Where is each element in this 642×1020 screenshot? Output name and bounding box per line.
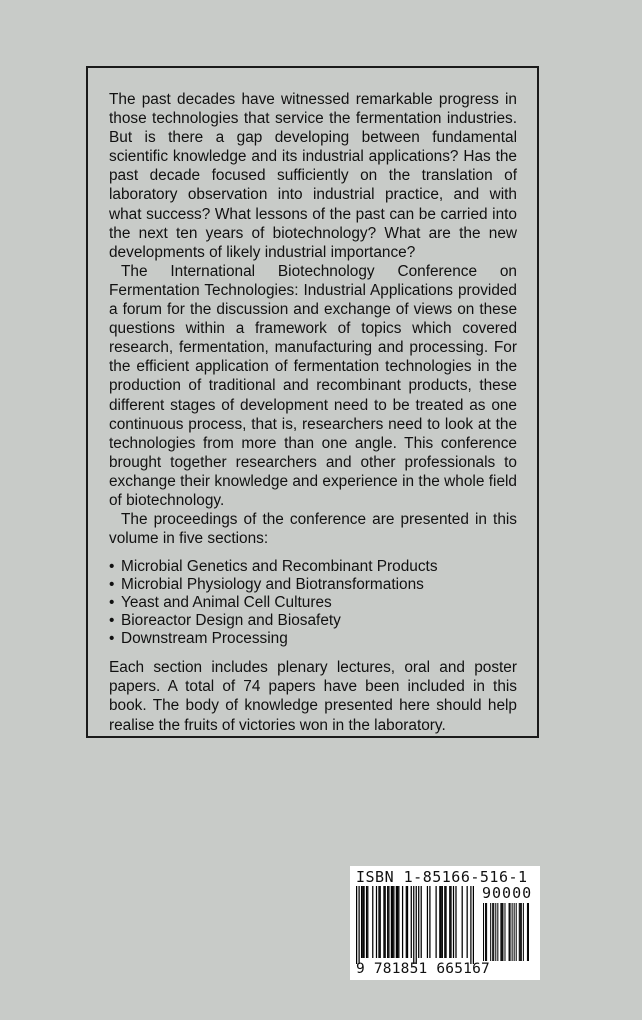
barcode-bar: [393, 886, 394, 958]
barcode-bar: [413, 886, 414, 964]
section-item: • Microbial Physiology and Biotransformations: [109, 576, 517, 594]
addon-bar: [514, 903, 515, 961]
barcode-bar: [356, 886, 357, 964]
barcode-bar: [406, 886, 407, 958]
barcode-bar: [455, 886, 456, 958]
barcode-bar: [358, 886, 359, 964]
ean-barcode-bars: [356, 886, 474, 964]
addon-bar: [504, 903, 505, 961]
addon-bar: [501, 903, 502, 961]
barcode-bar: [421, 886, 422, 958]
addon-bar: [485, 903, 486, 961]
barcode-bar: [391, 886, 392, 958]
blurb-paragraph-2: The International Biotechnology Conference on Fermentation Technologies: Industrial Applications provided a forum for the discussion and exchange of views on these questions within a framework of topics which covered research, fermentation, manufacturing and processing. For the efficient application of fermentation technologies in the production of traditional and recombinant products, these different stages of development need to be treated as one continuous process, that is, researchers need to look at the technologies from more than one angle. This conference brought together researchers and other professionals to exchange their knowledge and experience in the whole field of biotechnology.: [109, 262, 517, 509]
addon-bar: [493, 903, 494, 961]
barcode-bar: [362, 886, 363, 958]
addon-bar: [512, 903, 513, 961]
blurb-paragraph-3: The proceedings of the conference are presented in this volume in five sections:: [109, 511, 517, 548]
addon-bar: [520, 903, 521, 961]
addon-bar: [500, 903, 501, 961]
addon-bar: [510, 903, 511, 961]
barcode-bar: [380, 886, 381, 958]
blurb-paragraph-1: The past decades have witnessed remarkable progress in those technologies that service the fermentation industries. But is there a gap developing between fundamental scientific knowledge and its industrial applications? Has the past decade focused sufficiently on the translation of laboratory observation into industrial practice, and with what success? What lessons of the past can be carried into the next ten years of biotechnology? What are the new developments of likely industrial importance?: [109, 91, 517, 261]
barcode-bar: [361, 886, 362, 958]
barcode-bar: [445, 886, 446, 958]
barcode-bar: [440, 886, 441, 958]
barcode-bar: [450, 886, 451, 958]
blurb-box: [86, 66, 539, 738]
addon-bar: [519, 903, 520, 961]
barcode-bar: [396, 886, 397, 958]
section-item: • Microbial Genetics and Recombinant Products: [109, 558, 517, 576]
barcode-bar: [435, 886, 436, 958]
barcode-bar: [367, 886, 368, 958]
isbn-number: ISBN 1-85166-516-1: [356, 868, 528, 886]
barcode-bar: [416, 886, 417, 964]
barcode-bar: [376, 886, 377, 958]
barcode-bar: [383, 886, 384, 958]
section-item: • Bioreactor Design and Biosafety: [109, 612, 517, 630]
barcode-bar: [407, 886, 408, 958]
barcode-bar: [473, 886, 474, 964]
addon-bar: [497, 903, 498, 961]
barcode-bar: [453, 886, 454, 958]
ean-digits: 9 781851 665167: [356, 961, 490, 977]
addon-bar: [527, 903, 528, 961]
section-item: • Downstream Processing: [109, 630, 517, 648]
barcode-bar: [444, 886, 445, 958]
addon-bar: [495, 903, 496, 961]
barcode-bar: [439, 886, 440, 958]
addon-bar: [490, 903, 491, 961]
addon-bar: [492, 903, 493, 961]
addon-bar: [528, 903, 529, 961]
addon-bar: [483, 903, 484, 961]
barcode-bar: [398, 886, 399, 958]
addon-bar: [486, 903, 487, 961]
barcode-bar: [363, 886, 364, 958]
addon-bar: [521, 903, 522, 961]
barcode-bar: [462, 886, 463, 958]
addon-bar: [523, 903, 524, 961]
barcode-bar: [427, 886, 428, 958]
addon-bar: [502, 903, 503, 961]
addon-bar: [509, 903, 510, 961]
barcode-bar: [385, 886, 386, 958]
barcode-bar: [366, 886, 367, 958]
section-item: • Yeast and Animal Cell Cultures: [109, 594, 517, 612]
barcode-bar: [418, 886, 419, 958]
barcode-bar: [392, 886, 393, 958]
price-addon-digits: 90000: [482, 884, 533, 902]
barcode-bar: [402, 886, 403, 958]
price-addon-bars: [482, 903, 530, 961]
blurb-closing: Each section includes plenary lectures, oral and poster papers. A total of 74 papers have been included in this book. The body of knowledge presented here should help realise the fruits of victories won in the laboratory.: [109, 659, 517, 734]
barcode-bar: [397, 886, 398, 958]
barcode-bar: [411, 886, 412, 958]
barcode-bar: [372, 886, 373, 958]
section-list: [109, 558, 517, 648]
barcode-bar: [467, 886, 468, 958]
isbn-barcode: [350, 866, 540, 980]
addon-bar: [516, 903, 517, 961]
barcode-bar: [378, 886, 379, 958]
barcode-bar: [470, 886, 471, 964]
barcode-bar: [388, 886, 389, 958]
barcode-bar: [387, 886, 388, 958]
barcode-bar: [442, 886, 443, 958]
barcode-bar: [429, 886, 430, 958]
barcode-bar: [449, 886, 450, 958]
